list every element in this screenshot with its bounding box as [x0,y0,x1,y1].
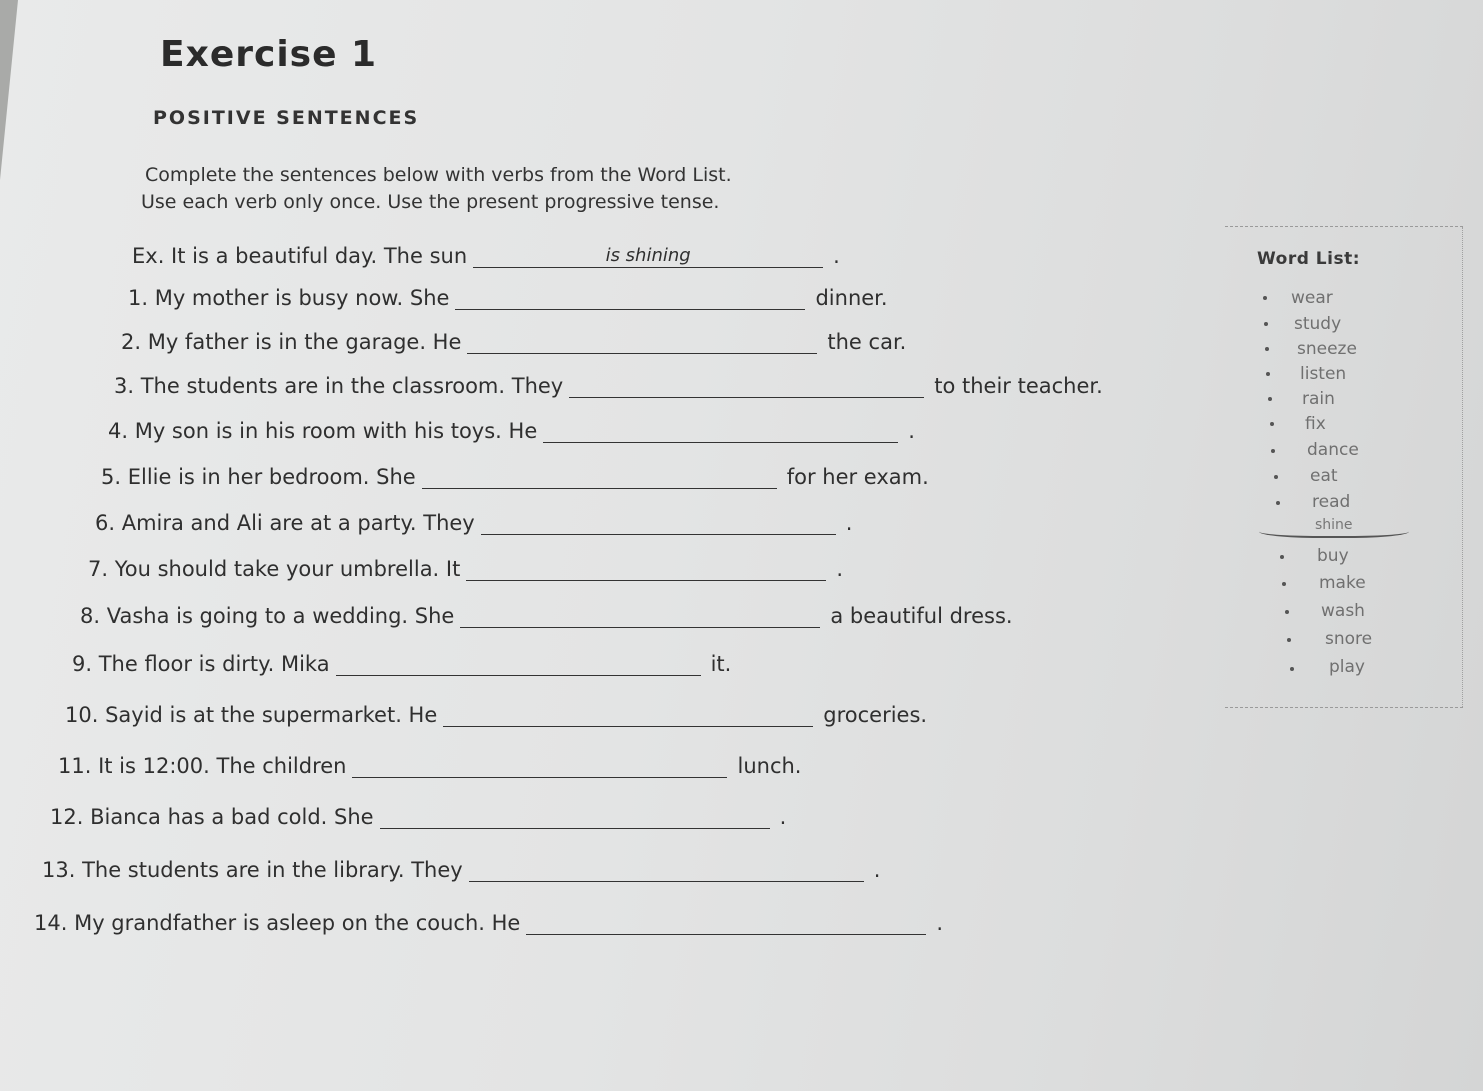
instruction-line-2: Use each verb only once. Use the present progressive tense. [141,191,720,213]
sentence-end: it. [710,652,732,676]
sentence-text: 7. You should take your umbrella. It [88,557,461,581]
sentence-text: 5. Ellie is in her bedroom. She [101,465,416,489]
sentence-end: the car. [827,330,907,354]
sentence-end: to their teacher. [934,374,1103,398]
word-item: dance [1307,440,1359,460]
sentence-6 [95,511,852,535]
bullet-icon [1270,422,1274,426]
word-item: wash [1321,601,1365,621]
sentence-end: dinner. [815,286,888,310]
example-sentence [132,244,840,268]
sentence-5 [101,465,929,489]
sentence-9 [72,652,731,676]
word-item-crossed: shine [1315,517,1353,533]
sentence-end: . [936,911,944,935]
word-item: wear [1291,288,1333,308]
answer-blank[interactable] [460,605,820,628]
bullet-icon [1263,296,1267,300]
answer-blank[interactable] [443,704,813,727]
answer-blank[interactable] [455,287,805,310]
bullet-icon [1274,475,1278,479]
bullet-icon [1264,322,1268,326]
sentence-end: lunch. [737,754,802,778]
answer-blank[interactable] [352,755,727,778]
word-item: sneeze [1297,339,1357,359]
sentence-end: . [908,419,915,443]
section-subtitle: POSITIVE SENTENCES [153,107,420,129]
example-blank [473,245,823,268]
example-answer: is shining [605,245,691,266]
sentence-text: 14. My grandfather is asleep on the couch. He [34,911,521,935]
sentence-end: for her exam. [786,465,929,489]
sentence-end: . [836,557,844,581]
answer-blank[interactable] [469,859,864,882]
word-item: study [1294,314,1342,334]
word-item: fix [1305,414,1326,434]
answer-blank[interactable] [422,466,777,489]
bullet-icon [1282,582,1286,586]
sentence-end: . [845,511,853,535]
bullet-icon [1280,555,1284,559]
sentence-10 [65,703,927,727]
sentence-2 [121,330,906,354]
sentence-text: 12. Bianca has a bad cold. She [50,805,374,829]
answer-blank[interactable] [380,806,770,829]
word-list-title: Word List: [1257,249,1360,269]
page-corner-shadow [0,0,18,180]
word-item: eat [1310,466,1338,486]
sentence-text: 13. The students are in the library. They [42,858,463,882]
sentence-text: 8. Vasha is going to a wedding. She [80,604,455,628]
sentence-3 [114,374,1103,398]
answer-blank[interactable] [481,512,836,535]
exercise-title: Exercise 1 [160,34,378,75]
sentence-14 [34,911,943,935]
bullet-icon [1285,610,1289,614]
sentence-text: 2. My father is in the garage. He [121,330,462,354]
sentence-text: 9. The floor is dirty. Mika [72,652,330,676]
answer-blank[interactable] [467,331,817,354]
sentence-11 [58,754,801,778]
word-item: play [1329,657,1365,677]
example-end: . [833,244,840,268]
sentence-end: groceries. [823,703,928,727]
sentence-text: 6. Amira and Ali are at a party. They [95,511,475,535]
bullet-icon [1266,372,1270,376]
bullet-icon [1265,347,1269,351]
bullet-icon [1290,667,1294,671]
answer-blank[interactable] [466,558,826,581]
bullet-icon [1268,397,1272,401]
bullet-icon [1271,449,1275,453]
instruction-line-1: Complete the sentences below with verbs from the Word List. [145,164,732,186]
sentence-text: 10. Sayid is at the supermarket. He [65,703,438,727]
sentence-end: . [873,858,881,882]
sentence-text: 11. It is 12:00. The children [58,754,347,778]
word-item: make [1319,573,1366,593]
word-item: read [1312,492,1351,512]
word-item: listen [1300,364,1347,384]
sentence-end: a beautiful dress. [830,604,1013,628]
sentence-text: 3. The students are in the classroom. They [114,374,564,398]
sentence-12 [50,805,786,829]
sentence-8 [80,604,1013,628]
answer-blank[interactable] [336,653,701,676]
sentence-text: 4. My son is in his room with his toys. He [108,419,538,443]
sentence-text: 1. My mother is busy now. She [128,286,450,310]
sentence-end: . [779,805,787,829]
word-item: buy [1317,546,1349,566]
sentence-13 [42,858,880,882]
answer-blank[interactable] [543,420,898,443]
word-list-box [1225,226,1463,708]
bullet-icon [1276,501,1280,505]
bullet-icon [1287,638,1291,642]
word-list-border [1462,227,1463,707]
word-item: snore [1325,629,1373,649]
word-item: rain [1302,389,1335,409]
answer-blank[interactable] [526,912,926,935]
example-text: Ex. It is a beautiful day. The sun [132,244,468,268]
answer-blank[interactable] [569,375,924,398]
sentence-7 [88,557,843,581]
sentence-1 [128,286,888,310]
sentence-4 [108,419,915,443]
